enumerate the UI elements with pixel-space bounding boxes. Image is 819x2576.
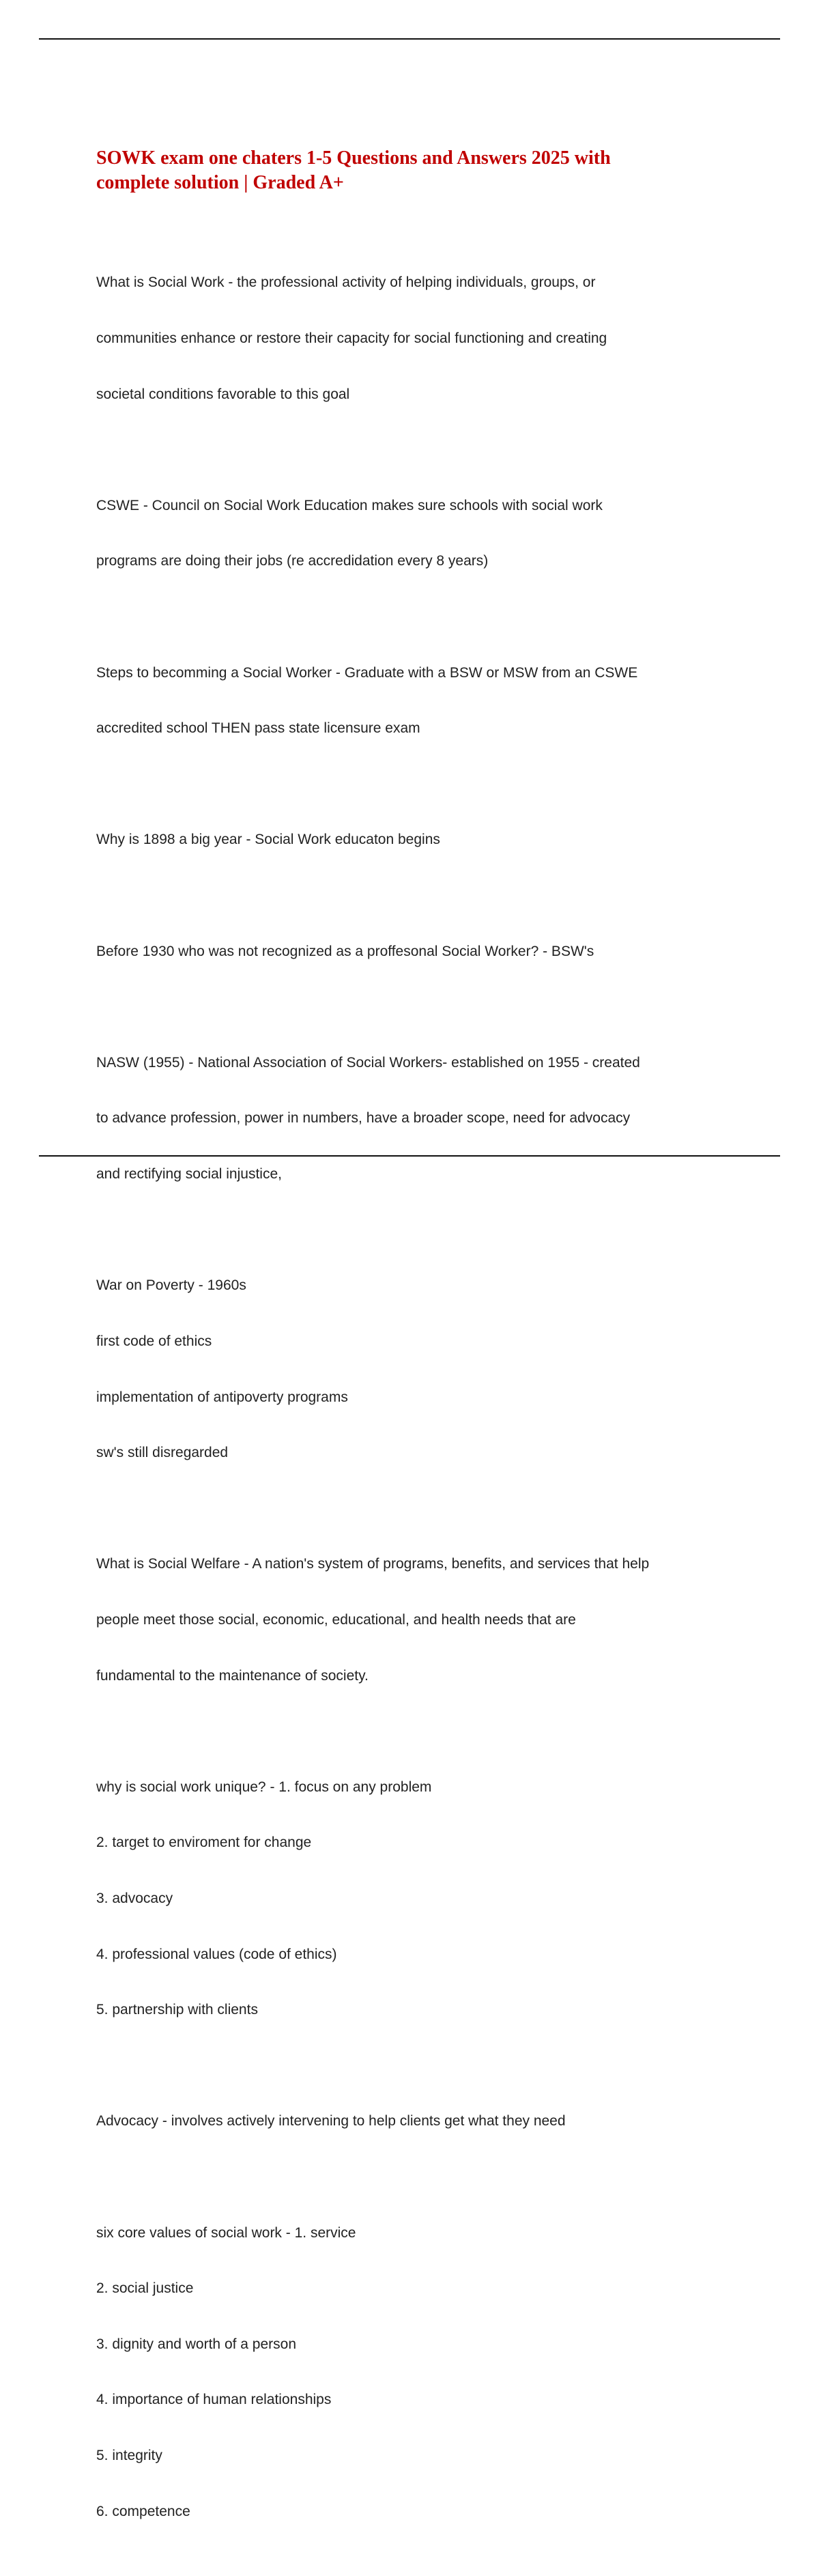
qa-list: [96, 236, 738, 2576]
qa-line: and rectifying social injustice,: [96, 1166, 282, 1183]
qa-entry-war-on-poverty: [96, 1239, 738, 1499]
qa-line: implementation of antipoverty programs: [96, 1389, 348, 1405]
qa-line: Advocacy - involves actively intervening to help clients get what they need: [96, 2113, 566, 2129]
qa-line: first code of ethics: [96, 1333, 212, 1349]
qa-entry-1898: [96, 793, 738, 886]
qa-entry-social-welfare: [96, 1518, 738, 1722]
qa-line: 4. professional values (code of ethics): [96, 1946, 337, 1962]
qa-line: communities enhance or restore their capacity for social functioning and creating: [96, 330, 607, 347]
qa-line: NASW (1955) - National Association of Social Workers- established on 1955 - created: [96, 1054, 640, 1071]
qa-entry-advocacy: [96, 2075, 738, 2168]
qa-line: 2. social justice: [96, 2280, 194, 2297]
qa-line: Why is 1898 a big year - Social Work educaton begins: [96, 832, 440, 848]
qa-line: CSWE - Council on Social Work Education makes sure schools with social work: [96, 497, 603, 513]
qa-line: fundamental to the maintenance of society.: [96, 1667, 369, 1684]
title-line-1: SOWK exam one chaters 1-5 Questions and Answers 2025 with: [96, 147, 611, 169]
qa-line: 6. competence: [96, 2503, 190, 2519]
top-rule: [39, 38, 780, 40]
qa-entry-core-values: [96, 2186, 738, 2558]
title-line-2: complete solution | Graded A+: [96, 172, 344, 193]
qa-line: 3. advocacy: [96, 1890, 173, 1906]
qa-line: 3. dignity and worth of a person: [96, 2336, 297, 2352]
qa-entry-nasw: [96, 1016, 738, 1220]
qa-line: programs are doing their jobs (re accredidation every 8 years): [96, 553, 489, 569]
bottom-rule: [39, 1155, 780, 1157]
qa-line: sw's still disregarded: [96, 1445, 229, 1461]
qa-line: people meet those social, economic, educational, and health needs that are: [96, 1611, 576, 1628]
qa-line: Before 1930 who was not recognized as a proffesonal Social Worker? - BSW's: [96, 943, 594, 959]
qa-entry-cswe: [96, 459, 738, 608]
qa-entry-steps: [96, 626, 738, 775]
qa-line: What is Social Welfare - A nation's system of programs, benefits, and services that help: [96, 1556, 650, 1572]
qa-line: six core values of social work - 1. service: [96, 2224, 356, 2241]
qa-line: accredited school THEN pass state licensure exam: [96, 720, 420, 737]
qa-line: What is Social Work - the professional activity of helping individuals, groups, or: [96, 274, 596, 291]
document-title: [96, 146, 710, 195]
qa-line: why is social work unique? - 1. focus on any problem: [96, 1779, 432, 1795]
qa-line: 4. importance of human relationships: [96, 2392, 332, 2408]
qa-line: 5. integrity: [96, 2448, 162, 2464]
qa-entry-social-work: [96, 236, 738, 440]
qa-entry-before-1930: [96, 905, 738, 997]
qa-line: 2. target to enviroment for change: [96, 1835, 312, 1851]
qa-line: War on Poverty - 1960s: [96, 1277, 246, 1294]
qa-entry-unique: [96, 1740, 738, 2056]
qa-line: Steps to becomming a Social Worker - Graduate with a BSW or MSW from an CSWE: [96, 664, 638, 681]
qa-line: 5. partnership with clients: [96, 2002, 258, 2018]
qa-line: societal conditions favorable to this goal: [96, 386, 350, 402]
qa-line: to advance profession, power in numbers, have a broader scope, need for advocacy: [96, 1110, 631, 1127]
